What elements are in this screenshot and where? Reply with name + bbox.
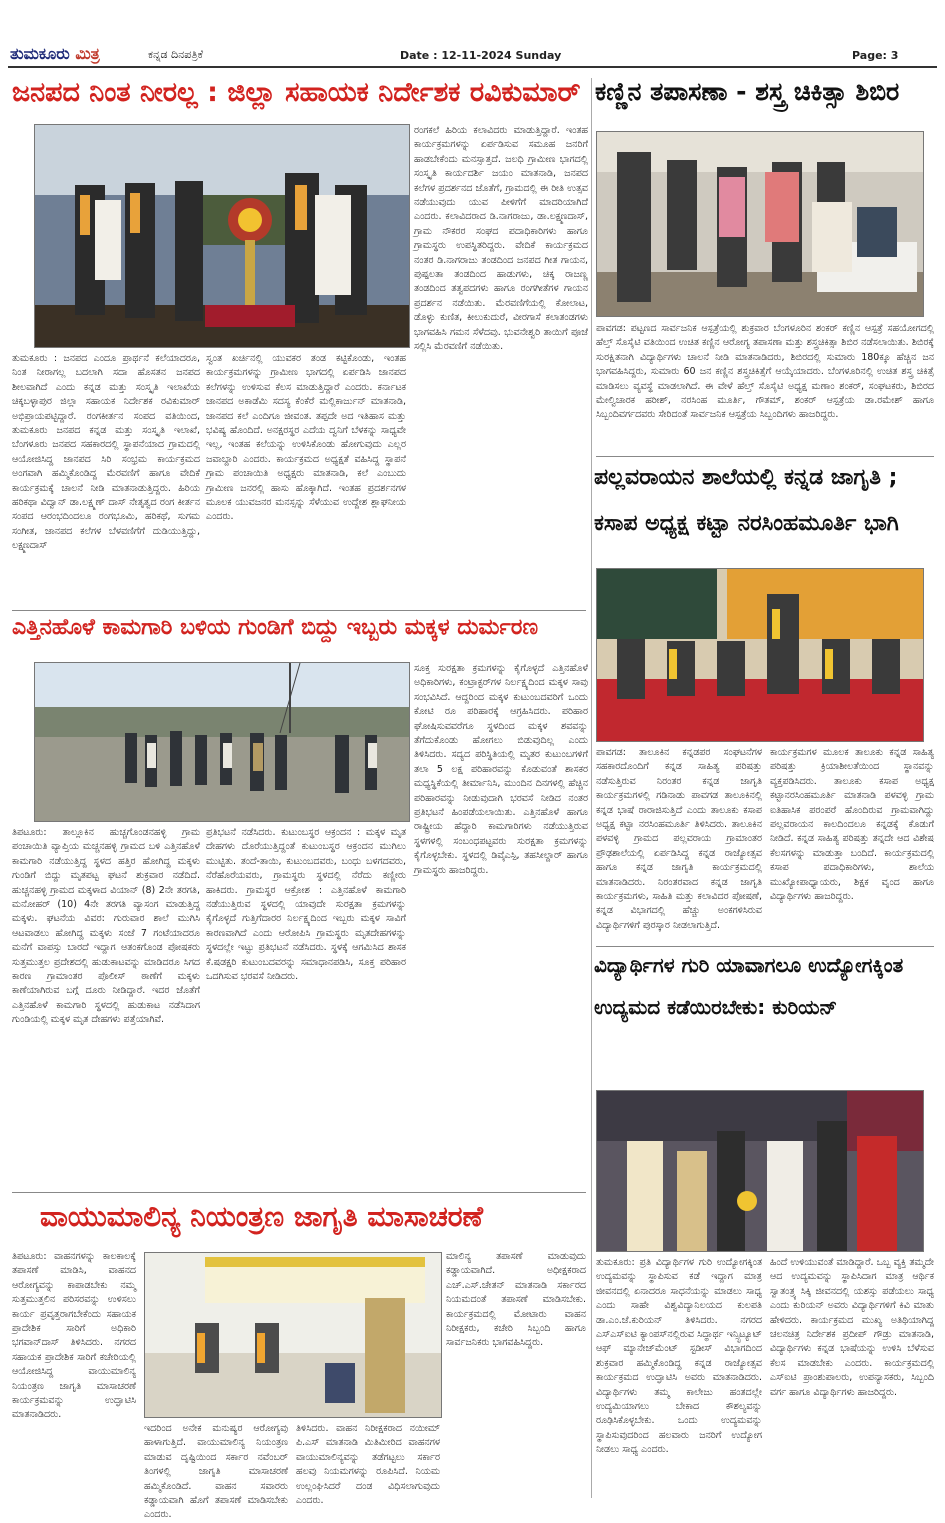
article-eye-camp-body: ಪಾವಗಡ: ಪಟ್ಟಣದ ಸಾರ್ವಜನಿಕ ಆಸ್ಪತ್ರೆಯಲ್ಲಿ ಶುಕ್ರವಾರ ಬೆಂಗಳೂರಿನ ಶಂಕರ್ ಕಣ್ಣಿನ ಆಸ್ಪತ್ರೆ ಸಹಯೋಗದಲ್ಲಿ ಹೆಲ್ತ್ ಸೊಸೈಟಿ ವತಿಯಿಂದ ಉಚಿತ ಕಣ್ಣಿನ ಆರೋಗ್ಯ ತಪಾಸಣಾ ಮತ್ತು ಶಸ್ತ್ರಚಿಕಿತ್ಸಾ ಶಿಬಿರ ನಡೆಸಲಾಯಿತು. ಶಿಬಿರಕ್ಕೆ ಸುರಕ್ಷಿತನಾಗಿ ವಿದ್ಯಾರ್ಥಿಗಳು ಚಾಲನೆ ನೀಡಿ ಮಾತನಾಡಿದರು, ಶಿಬಿರದಲ್ಲಿ ಸುಮಾರು 180ಕ್ಕೂ ಹೆಚ್ಚಿನ ಜನ ಭಾಗವಹಿಸಿದ್ದರು, ಸುಮಾರು 60 ಜನ ಕಣ್ಣಿನ ಶಸ್ತ್ರಚಿಕಿತ್ಸೆಗೆ ಆಯ್ಕೆಯಾದರು. ಬೆಂಗಳೂರಿನಲ್ಲಿ ಉಚಿತ ಶಸ್ತ್ರ ಚಿಕಿತ್ಸೆ ಮಾಡಿಸಲು ವ್ಯವಸ್ಥೆ ಮಾಡಲಾಗಿದೆ. ಈ ವೇಳೆ ಹೆಲ್ತ್ ಸೊಸೈಟಿ ಅಧ್ಯಕ್ಷ ಮಣಾಂ ಶಂಕರ್, ಸಂಘಟಕರು, ಶಿಬಿರದ ಮೇಲ್ವಿಚಾರಕ ಹರೀಶ್, ನರಸಿಂಹ ಮೂರ್ತಿ, ಗೌತಮ್, ಶಂಕರ್ ಆಸ್ಪತ್ರೆಯ ಡಾ.ರಮೇಶ್ ಹಾಗೂ ಸಿಬ್ಬಂದಿವರ್ಗದವರು ಸೇರಿದಂತೆ ಸಾರ್ವಜನಿಕ ಆಸ್ಪತ್ರೆಯ ಸಿಬ್ಬಂದಿಗಳು ಹಾಜರಿದ್ದರು. [596, 323, 934, 421]
headline-entrepreneurship-1: ವಿದ್ಯಾರ್ಥಿಗಳ ಗುರಿ ಯಾವಾಗಲೂ ಉದ್ಯೋಗಕ್ಕಿಂತ [594, 953, 904, 977]
article-air-pollution-col4: ಮಾಲಿನ್ಯ ತಪಾಸಣೆ ಮಾಡುವುದು ಕಡ್ಡಾಯವಾಗಿದೆ. ಅಧೀಕ್ಷಕರಾದ ಎಚ್.ಎಸ್.ಚೇತನ್ ಮಾತನಾಡಿ ಸರ್ಕಾರದ ನಿಯಮದಂತೆ ತಪಾಸಣೆ ಮಾಡಿಸಬೇಕು. ಕಾರ್ಯಕ್ರಮದಲ್ಲಿ ಮೋಟಾರು ವಾಹನ ನಿರೀಕ್ಷಕರು, ಕಚೇರಿ ಸಿಬ್ಬಂದಿ ಹಾಗೂ ಸಾರ್ವಜನಿಕರು ಭಾಗವಹಿಸಿದ್ದರು. [446, 1251, 586, 1349]
logo-main-text: ತುಮಕೂರು [10, 44, 70, 63]
article-kannada-awareness-col1: ಪಾವಗಡ: ತಾಲೂಕಿನ ಕನ್ನಡಪರ ಸಂಘಟನೆಗಳ ಸಹಕಾರದೊಂದಿಗೆ ಕನ್ನಡ ಸಾಹಿತ್ಯ ಪರಿಷತ್ತು ನಡೆಸುತ್ತಿರುವ ನಿರಂತರ ಕನ್ನಡ ಜಾಗೃತಿ ಕಾರ್ಯಕ್ರಮಗಳಲ್ಲಿ ಗಡಿನಾಡು ಪಾವಗಡ ತಾಲೂಕಿನಲ್ಲಿ ಕನ್ನಡ ಭಾಷೆ ರಾರಾಜಿಸುತ್ತಿದೆ ಎಂದು ತಾಲೂಕು ಕಸಾಪ ಅಧ್ಯಕ್ಷ ಕಟ್ಟಾ ನರಸಿಂಹಮೂರ್ತಿ ತಿಳಿಸಿದರು. ತಾಲೂಕಿನ ಪಳವಳ್ಳಿ ಗ್ರಾಮದ ಪಲ್ಲವರಾಯ ಗ್ರಾಮಾಂತರ ಪ್ರೌಢಶಾಲೆಯಲ್ಲಿ ಏರ್ಪಡಿಸಿದ್ದ ಕನ್ನಡ ರಾಜ್ಯೋತ್ಸವ ಹಾಗೂ ಕನ್ನಡ ಜಾಗೃತಿ ಕಾರ್ಯಕ್ರಮದಲ್ಲಿ ಮಾತನಾಡಿದರು. ನಿರಂತರವಾದ ಕನ್ನಡ ಜಾಗೃತಿ ಕಾರ್ಯಕ್ರಮಗಳು, ಸಾಹಿತಿ ಮತ್ತು ಕಲಾವಿದರ ಪೋಷಣೆ, ಕನ್ನಡ ವಿಭಾಗದಲ್ಲಿ ಹೆಚ್ಚು ಅಂಕಗಳಿಸಿರುವ ವಿದ್ಯಾರ್ಥಿಗಳಿಗೆ ಪುರಸ್ಕಾರ ನೀಡಲಾಗುತ್ತಿದೆ. [596, 747, 762, 931]
section-divider [12, 1192, 586, 1193]
section-divider [596, 946, 934, 947]
logo-accent-text: ಮಿತ್ರ [75, 44, 100, 63]
article-air-pollution-col2: ಇದರಿಂದ ಅನೇಕ ಮನುಷ್ಯರ ಆರೋಗ್ಯವು ಹಾಳಾಗುತ್ತಿದೆ. ವಾಯುಮಾಲಿನ್ಯ ನಿಯಂತ್ರಣ ಮಾಡುವ ದೃಷ್ಟಿಯಿಂದ ಸರ್ಕಾರ ನವೆಂಬರ್ ತಿಂಗಳಲ್ಲಿ ಜಾಗೃತಿ ಮಾಸಾಚರಣೆ ಹಮ್ಮಿಕೊಂಡಿದೆ. ವಾಹನ ಸವಾರರು ಕಡ್ಡಾಯವಾಗಿ ಹೊಗೆ ತಪಾಸಣೆ ಮಾಡಿಸಬೇಕು ಎಂದರು. [144, 1423, 288, 1521]
headline-entrepreneurship-2: ಉದ್ಯಮದ ಕಡೆಯಿರಬೇಕು: ಕುರಿಯನ್ [594, 995, 838, 1019]
section-divider [12, 610, 586, 611]
headline-eye-camp: ಕಣ್ಣಿನ ತಪಾಸಣಾ - ಶಸ್ತ್ರ ಚಿಕಿತ್ಸಾ ಶಿಬಿರ [595, 77, 900, 106]
column-separator [591, 78, 592, 1498]
article-air-pollution-col1: ತಿಪಟೂರು: ವಾಹನಗಳನ್ನು ಕಾಲಕಾಲಕ್ಕೆ ತಪಾಸಣೆ ಮಾಡಿಸಿ, ವಾಹನದ ಆರೋಗ್ಯವನ್ನು ಕಾಪಾಡಬೇಕು ನಮ್ಮ ಸುತ್ತಮುತ್ತಲಿನ ಪರಿಸರವನ್ನು ಉಳಿಸಲು ಕಾರ್ಯ ಪ್ರವೃತ್ತರಾಗಬೇಕೆಂದು ಸಹಾಯಕ ಪ್ರಾದೇಶಿಕ ಸಾರಿಗೆ ಅಧಿಕಾರಿ ಭಗವಾನ್‌ದಾಸ್ ತಿಳಿಸಿದರು. ನಗರದ ಸಹಾಯಕ ಪ್ರಾದೇಶಿಕ ಸಾರಿಗೆ ಕಚೇರಿಯಲ್ಲಿ ಆಯೋಜಿಸಿದ್ದ ವಾಯುಮಾಲಿನ್ಯ ನಿಯಂತ್ರಣ ಜಾಗೃತಿ ಮಾಸಾಚರಣೆ ಕಾರ್ಯಕ್ರಮವನ್ನು ಉದ್ಘಾಟಿಸಿ ಮಾತನಾಡಿದರು. [12, 1251, 136, 1421]
article-janapada-col1: ತುಮಕೂರು : ಜನಪದ ಎಂದೂ ಪ್ರಾರ್ಥನೆ ಕಲೆಯಾದರೂ, ನಿಂತ ನೀರಾಗಲ್ಲ ಬದಲಾಗಿ ಸದಾ ಹೊಸತನ ಜನಪದ ಶೀಲವಾಗಿದೆ ಎಂದು ಕನ್ನಡ ಮತ್ತು ಸಂಸ್ಕೃತಿ ಇಲಾಖೆಯ ಚಿಕ್ಕಬಳ್ಳಾಪುರ ಜಿಲ್ಲಾ ಸಹಾಯಕ ನಿರ್ದೇಶಕ ರವಿಕುಮಾರ್ ಅಭಿಪ್ರಾಯಪಟ್ಟಿದ್ದಾರೆ. ರಂಗಕೀರ್ತನ ಸಂಪದ ವತಿಯಿಂದ, ತುಮಕೂರು ಜನಪದ ಕನ್ನಡ ಮತ್ತು ಸಂಸ್ಕೃತಿ ಇಲಾಖೆ, ಬೆಂಗಳೂರು ಜನಪದ ಸಹಕಾರದಲ್ಲಿ ಸ್ಥಾಪನೆಯಾದ ಗ್ರಾಮದಲ್ಲಿ ಆಯೋಜಿಸಿದ್ದ ಜಾನಪದ ಸಿರಿ ಸಂಭ್ರಮ ಕಾರ್ಯಕ್ರಮದ ಅಂಗವಾಗಿ ಹಮ್ಮಿಕೊಂಡಿದ್ದ ಮೆರವಣಿಗೆ ಹಾಗೂ ವೇದಿಕೆ ಕಾರ್ಯಕ್ರಮಕ್ಕೆ ಚಾಲನೆ ನೀಡಿ ಮಾತನಾಡುತ್ತಿದ್ದರು. ಹಿರಿಯ ಹರಿಕಥಾ ವಿದ್ವಾನ್ ಡಾ.ಲಕ್ಷ್ಮಣ್ ದಾಸ್ ನೇತೃತ್ವದ ರಂಗ ಕೀರ್ತನ ಸಂಪದ ಆರಂಭದಿಂದಲೂ ರಂಗಭೂಮಿ, ಹರಿಕಥೆ, ಸುಗಮ ಸಂಗೀತ, ಜಾನಪದ ಕಲೆಗಳ ಬೆಳವಣಿಗೆಗೆ ದುಡಿಯುತ್ತಿದ್ದು, ಲಕ್ಷ್ಮಣದಾಸ್ [12, 353, 200, 552]
headline-kannada-awareness-1: ಪಲ್ಲವರಾಯನ ಶಾಲೆಯಲ್ಲಿ ಕನ್ನಡ ಜಾಗೃತಿ ; [594, 465, 898, 490]
article-entrepreneurship-col1: ತುಮಕೂರು: ಪ್ರತಿ ವಿದ್ಯಾರ್ಥಿಗಳ ಗುರಿ ಉದ್ಯೋಗಕ್ಕಿಂತ ಉದ್ಯಮವನ್ನು ಸ್ಥಾಪಿಸುವ ಕಡೆ ಇದ್ದಾಗ ಮಾತ್ರ ಜೀವನದಲ್ಲಿ ಏನಾದರೂ ಸಾಧನೆಯನ್ನು ಮಾಡಲು ಸಾಧ್ಯ ಎಂದು ಸಾಹೇ ವಿಶ್ವವಿದ್ಯಾನಿಲಯದ ಕುಲಪತಿ ಡಾ.ಎಂ.ಜೆ.ಕುರಿಯನ್ ತಿಳಿಸಿದರು. ನಗರದ ಎಸ್‌ಎಸ್‌ಐಟಿ ಕ್ಯಾಂಪಸ್‌ನಲ್ಲಿರುವ ಸಿದ್ಧಾರ್ಥ ಇನ್ಸ್ಟಿಟ್ಯೂಟ್ ಆಫ್ ಮ್ಯಾನೇಜ್‌ಮೆಂಟ್ ಸ್ಟಡೀಸ್ ವಿಭಾಗದಿಂದ ಶುಕ್ರವಾರ ಹಮ್ಮಿಕೊಂಡಿದ್ದ ಕನ್ನಡ ರಾಜ್ಯೋತ್ಸವ ಕಾರ್ಯಕ್ರಮದ ಉದ್ಘಾಟಿಸಿ ಅವರು ಮಾತನಾಡಿದರು. ವಿದ್ಯಾರ್ಥಿಗಳು ತಮ್ಮ ಕಾಲೇಜು ಹಂತದಲ್ಲೇ ಉದ್ಯಮಿಯಾಗಲು ಬೇಕಾದ ಕೌಶಲ್ಯವನ್ನು ರೂಢಿಸಿಕೊಳ್ಳಬೇಕು. ಒಂದು ಉದ್ಯಮವನ್ನು ಸ್ಥಾಪಿಸುವುದರಿಂದ ಹಲವಾರು ಜನರಿಗೆ ಉದ್ಯೋಗ ನೀಡಲು ಸಾಧ್ಯ ಎಂದರು. [596, 1257, 762, 1456]
article-air-pollution-col3: ತಿಳಿಸಿದರು. ವಾಹನ ನಿರೀಕ್ಷಕರಾದ ನಯೀಮ್ ಪಿ.ಎಸ್ ಮಾತನಾಡಿ ಮಿತಿಮೀರಿದ ವಾಹನಗಳ ವಾಯುಮಾಲಿನ್ಯವನ್ನು ತಡೆಗಟ್ಟಲು ಸರ್ಕಾರ ಹಲವು ನಿಯಮಗಳನ್ನು ರೂಪಿಸಿದೆ. ನಿಯಮ ಉಲ್ಲಂಘಿಸಿದರೆ ದಂಡ ವಿಧಿಸಲಾಗುವುದು ಎಂದರು. [296, 1423, 440, 1507]
article-ettinahole-col3: ಸೂಕ್ತ ಸುರಕ್ಷತಾ ಕ್ರಮಗಳನ್ನು ಕೈಗೊಳ್ಳದೆ ಎತ್ತಿನಹೊಳೆ ಅಧಿಕಾರಿಗಳು, ಕಂಟ್ರಾಕ್ಟರ್‌ಗಳ ನಿರ್ಲಕ್ಷ್ಯದಿಂದ ಮಕ್ಕಳ ಸಾವು ಸಂಭವಿಸಿದೆ. ಆದ್ದರಿಂದ ಮಕ್ಕಳ ಕುಟುಂಬದವರಿಗೆ ಒಂದು ಕೋಟಿ ರೂ ಪರಿಹಾರಕ್ಕೆ ಆಗ್ರಹಿಸಿದರು. ಪರಿಹಾರ ಘೋಷಿಸುವವರೆಗೂ ಸ್ಥಳದಿಂದ ಮಕ್ಕಳ ಶವವನ್ನು ತೆಗೆದುಕೊಂಡು ಹೋಗಲು ಬಿಡುವುದಿಲ್ಲ ಎಂದು ತಿಳಿಸಿದರು. ಸದ್ಯದ ಪರಿಸ್ಥಿತಿಯಲ್ಲಿ ಮೃತರ ಕುಟುಂಬಗಳಿಗೆ ತಲಾ 5 ಲಕ್ಷ ಪರಿಹಾರವನ್ನು ಕೊಡುವಂತೆ ಶಾಸಕರ ಮಧ್ಯಸ್ಥಿಕೆಯಲ್ಲಿ ತೀರ್ಮಾನಿಸಿ, ಮುಂದಿನ ದಿನಗಳಲ್ಲಿ ಹೆಚ್ಚಿನ ಪರಿಹಾರವನ್ನು ನೀಡುವುದಾಗಿ ಭರವಸೆ ನೀಡಿದ ನಂತರ ಪ್ರತಿಭಟನೆ ಹಿಂಪಡೆಯಲಾಯಿತು. ಎತ್ತಿನಹೊಳೆ ಹಾಗೂ ರಾಷ್ಟ್ರೀಯ ಹೆದ್ದಾರಿ ಕಾಮಗಾರಿಗಳು ನಡೆಯುತ್ತಿರುವ ಸ್ಥಳಗಳಲ್ಲಿ ಸಂಬಂಧಪಟ್ಟವರು ಸುರಕ್ಷತಾ ಕ್ರಮಗಳನ್ನು ಕೈಗೊಳ್ಳಬೇಕು. ಸ್ಥಳದಲ್ಲಿ ಡಿವೈಎಸ್ಪಿ, ತಹಸೀಲ್ದಾರ್ ಹಾಗೂ ಗ್ರಾಮಸ್ಥರು ಹಾಜರಿದ್ದರು. [414, 663, 588, 876]
article-entrepreneurship-col2: ಹಿಂದೆ ಉಳಿಯುವಂತೆ ಮಾಡಿದ್ದಾರೆ. ಒಬ್ಬ ವ್ಯಕ್ತಿ ತಮ್ಮದೇ ಆದ ಉದ್ಯಮವನ್ನು ಸ್ಥಾಪಿಸಿದಾಗ ಮಾತ್ರ ಆರ್ಥಿಕ ಸ್ವಾತಂತ್ರ್ಯ ಸಿಕ್ಕಿ ಜೀವನದಲ್ಲಿ ಯಶಸ್ಸು ಪಡೆಯಲು ಸಾಧ್ಯ ಎಂದು ಕುರಿಯನ್ ಅವರು ವಿದ್ಯಾರ್ಥಿಗಳಿಗೆ ಕಿವಿ ಮಾತು ಹೇಳಿದರು. ಕಾರ್ಯಕ್ರಮದ ಮುಖ್ಯ ಅತಿಥಿಯಾಗಿದ್ದ ಚಲನಚಿತ್ರ ನಿರ್ದೇಶಕ ಪ್ರದೀಪ್ ಗೌಡ್ರು ಮಾತನಾಡಿ, ವಿದ್ಯಾರ್ಥಿಗಳು ಕನ್ನಡ ಭಾಷೆಯನ್ನು ಉಳಿಸಿ ಬೆಳೆಸುವ ಕೆಲಸ ಮಾಡಬೇಕು ಎಂದರು. ಕಾರ್ಯಕ್ರಮದಲ್ಲಿ ಎಸ್‌ಐಟಿ ಪ್ರಾಂಶುಪಾಲರು, ಉಪನ್ಯಾಸಕರು, ಸಿಬ್ಬಂದಿ ವರ್ಗ ಹಾಗೂ ವಿದ್ಯಾರ್ಥಿಗಳು ಹಾಜರಿದ್ದರು. [770, 1257, 934, 1398]
article-ettinahole-col1: ತಿಪಟೂರು: ತಾಲ್ಲೂಕಿನ ಹುಚ್ಚಗೊಂಡನಹಳ್ಳಿ ಗ್ರಾಮ ಪಂಚಾಯಿತಿ ವ್ಯಾಪ್ತಿಯ ಮಚ್ಚನಹಳ್ಳಿ ಗ್ರಾಮದ ಬಳಿ ಎತ್ತಿನಹೊಳೆ ಕಾಮಗಾರಿ ನಡೆಯುತ್ತಿದ್ದ ಸ್ಥಳದ ಹತ್ತಿರ ಹೋಗಿದ್ದ ಮಕ್ಕಳು ಗುಂಡಿಗೆ ಬಿದ್ದು ಮೃತಪಟ್ಟ ಘಟನೆ ಶುಕ್ರವಾರ ನಡೆದಿದೆ. ಹುಚ್ಚನಹಳ್ಳಿ ಗ್ರಾಮದ ಮಕ್ಕಳಾದ ವಿಯಾನ್ (8) 2ನೇ ತರಗತಿ, ಮನೋಹರ್ (10) 4ನೇ ತರಗತಿ ವ್ಯಾಸಂಗ ಮಾಡುತ್ತಿದ್ದ ಮಕ್ಕಳು. ಘಟನೆಯ ವಿವರ: ಗುರುವಾರ ಶಾಲೆ ಮುಗಿಸಿ ಆಟವಾಡಲು ಹೋಗಿದ್ದ ಮಕ್ಕಳು ಸಂಜೆ 7 ಗಂಟೆಯಾದರೂ ಮನೆಗೆ ವಾಪಸ್ಸು ಬಾರದೆ ಇದ್ದಾಗ ಆತಂಕಗೊಂಡ ಪೋಷಕರು ಸುತ್ತಮುತ್ತಲ ಪ್ರದೇಶದಲ್ಲಿ ಹುಡುಕಾಟವನ್ನು ಮಾಡಿದರೂ ಸಿಗದ ಕಾರಣ ಗ್ರಾಮಾಂತರ ಪೊಲೀಸ್ ಠಾಣೆಗೆ ಮಕ್ಕಳು ಕಾಣೆಯಾಗಿರುವ ಬಗ್ಗೆ ದೂರು ನೀಡಿದ್ದಾರೆ. ಇದರ ಜೊತೆಗೆ ಎತ್ತಿನಹೊಳೆ ಕಾಮಗಾರಿ ಸ್ಥಳದಲ್ಲಿ ಹುಡುಕಾಟ ನಡೆಸಿದಾಗ ಗುಂಡಿಯಲ್ಲಿ ಮಕ್ಕಳ ಮೃತ ದೇಹಗಳು ಪತ್ತೆಯಾಗಿವೆ. [12, 827, 200, 1026]
photo-air-pollution-event [144, 1252, 442, 1418]
photo-janapada-lamp-lighting [34, 124, 410, 348]
logo-tagline: ಕನ್ನಡ ದಿನಪತ್ರಿಕೆ [148, 48, 204, 61]
photo-eye-camp [596, 131, 924, 317]
article-janapada-col3: ರಂಗಕಲೆ ಹಿರಿಯ ಕಲಾವಿದರು ಮಾಡುತ್ತಿದ್ದಾರೆ. ಇಂತಹ ಕಾರ್ಯಕ್ರಮಗಳನ್ನು ಏರ್ಪಡಿಸುವ ಸಮೂಹ ಜನರಿಗೆ ಹಾಡಬೇಕೆಂದು ಮನಸ್ಸಾತ್ತದೆ. ಜಲಧಿ ಗ್ರಾಮೀಣ ಭಾಗದಲ್ಲಿ ಸಂಸ್ಕೃತಿ ಕಾರ್ಯದರ್ಶಿ ಜಯಂ ಮಾತನಾಡಿ, ಜನಪದ ಕಲೆಗಳ ಪ್ರದರ್ಶನದ ಜೊತೆಗೆ, ಗ್ರಾಮದಲ್ಲಿ ಈ ರೀತಿ ಉತ್ಸವ ನಡೆಯುವುದು ಯುವ ಪೀಳಿಗೆಗೆ ಮಾದರಿಯಾಗಿದೆ ಎಂದರು. ಕಲಾವಿದರಾದ ಡಿ.ನಾಗರಾಜು, ಡಾ.ಲಕ್ಷ್ಮಣದಾಸ್, ಗ್ರಾಮ ನೌಕರರ ಸಂಘದ ಪದಾಧಿಕಾರಿಗಳು ಹಾಗೂ ಗ್ರಾಮಸ್ಥರು ಉಪಸ್ಥಿತರಿದ್ದರು. ವೇದಿಕೆ ಕಾರ್ಯಕ್ರಮದ ನಂತರ ಡಿ.ನಾಗರಾಜು ತಂಡದಿಂದ ಜನಪದ ಗೀತ ಗಾಯನ, ಪುಷ್ಪಲತಾ ತಂಡದಿಂದ ಹಾಡುಗಳು, ಚಿಕ್ಕ ರಾಜಣ್ಣ ತಂಡದಿಂದ ತತ್ವಪದಗಳು ಹಾಗೂ ರಂಗಗೀತೆಗಳ ಗಾಯನ ಪ್ರದರ್ಶನ ನಡೆಯಿತು. ಮೆರವಣಿಗೆಯಲ್ಲಿ ಕೋಲಾಟ, ಡೊಳ್ಳು ಕುಣಿತ, ಕೀಲುಕುದುರೆ, ವೀರಗಾಸೆ ಕಲಾತಂಡಗಳು ಭಾಗವಹಿಸಿ ಗಮನ ಸೆಳೆದವು. ಭುವನೇಶ್ವರಿ ತಾಯಿಗೆ ಪೂಜೆ ಸಲ್ಲಿಸಿ ಮೆರವಣಿಗೆ ನಡೆಯಿತು. [414, 125, 588, 353]
headline-air-pollution: ವಾಯುಮಾಲಿನ್ಯ ನಿಯಂತ್ರಣ ಜಾಗೃತಿ ಮಾಸಾಚರಣೆ [40, 1200, 483, 1233]
article-ettinahole-col2: ಪ್ರತಿಭಟನೆ ನಡೆಸಿದರು. ಕುಟುಂಬಸ್ಥರ ಆಕ್ರಂದನ : ಮಕ್ಕಳ ಮೃತ ದೇಹಗಳು ದೊರೆಯುತ್ತಿದ್ದಂತೆ ಕುಟುಂಬಸ್ಥರ ಆಕ್ರಂದನ ಮುಗಿಲು ಮುಟ್ಟಿತು. ತಂದೆ-ತಾಯಿ, ಕುಟುಂಬದವರು, ಬಂಧು ಬಳಗದವರು, ನೆರೆಹೊರೆಯವರು, ಗ್ರಾಮಸ್ಥರು ಸ್ಥಳದಲ್ಲಿ ನೆರೆದು ಕಣ್ಣೀರು ಹಾಕಿದರು. ಗ್ರಾಮಸ್ಥರ ಆಕ್ರೋಶ : ಎತ್ತಿನಹೊಳೆ ಕಾಮಗಾರಿ ನಡೆಯುತ್ತಿರುವ ಸ್ಥಳದಲ್ಲಿ ಯಾವುದೇ ಸುರಕ್ಷತಾ ಕ್ರಮಗಳನ್ನು ಕೈಗೊಳ್ಳದೆ ಗುತ್ತಿಗೆದಾರರ ನಿರ್ಲಕ್ಷ್ಯದಿಂದ ಇಬ್ಬರು ಮಕ್ಕಳ ಸಾವಿಗೆ ಕಾರಣವಾಗಿದೆ ಎಂದು ಆರೋಪಿಸಿ ಗ್ರಾಮಸ್ಥರು ಮೃತದೇಹಗಳನ್ನು ಸ್ಥಳದಲ್ಲೇ ಇಟ್ಟು ಪ್ರತಿಭಟನೆ ನಡೆಸಿದರು. ಸ್ಥಳಕ್ಕೆ ಆಗಮಿಸಿದ ಶಾಸಕ ಕೆ.ಷಡಕ್ಷರಿ ಕುಟುಂಬದವರನ್ನು ಸಮಾಧಾನಪಡಿಸಿ, ಸೂಕ್ತ ಪರಿಹಾರ ಒದಗಿಸುವ ಭರವಸೆ ನೀಡಿದರು. [206, 827, 406, 983]
photo-ettinahole-site [34, 662, 410, 822]
page-number: Page: 3 [852, 49, 899, 62]
photo-kannada-awareness [596, 568, 924, 742]
headline-ettinahole-tragedy: ಎತ್ತಿನಹೊಳೆ ಕಾಮಗಾರಿ ಬಳಿಯ ಗುಂಡಿಗೆ ಬಿದ್ದು ಇಬ್ಬರು ಮಕ್ಕಳ ದುರ್ಮರಣ [12, 615, 539, 640]
headline-kannada-awareness-2: ಕಸಾಪ ಅಧ್ಯಕ್ಷ ಕಟ್ಟಾ ನರಸಿಂಹಮೂರ್ತಿ ಭಾಗಿ [594, 511, 899, 536]
article-kannada-awareness-col2: ಕಾರ್ಯಕ್ರಮಗಳ ಮೂಲಕ ತಾಲೂಕು ಕನ್ನಡ ಸಾಹಿತ್ಯ ಪರಿಷತ್ತು ಕ್ರಿಯಾಶೀಲತೆಯಿಂದ ಸ್ಥಾನವನ್ನು ವ್ಯಕ್ತಪಡಿಸಿದರು. ತಾಲೂಕು ಕಸಾಪ ಅಧ್ಯಕ್ಷ ಕಟ್ಟಾನರಸಿಂಹಮೂರ್ತಿ ಮಾತನಾಡಿ ಪಳವಳ್ಳಿ ಗ್ರಾಮ ಐತಿಹಾಸಿಕ ಪರಂಪರೆ ಹೊಂದಿರುವ ಗ್ರಾಮವಾಗಿದ್ದು ಪಲ್ಲವರಾಯನ ಕಾಲದಿಂದಲೂ ಕನ್ನಡಕ್ಕೆ ಕೊಡುಗೆ ನೀಡಿದೆ. ಕನ್ನಡ ಸಾಹಿತ್ಯ ಪರಿಷತ್ತು ತನ್ನದೇ ಆದ ವಿಶೇಷ ಕೆಲಸಗಳನ್ನು ಮಾಡುತ್ತಾ ಬಂದಿದೆ. ಕಾರ್ಯಕ್ರಮದಲ್ಲಿ ಕಸಾಪ ಪದಾಧಿಕಾರಿಗಳು, ಶಾಲೆಯ ಮುಖ್ಯೋಪಾಧ್ಯಾಯರು, ಶಿಕ್ಷಕ ವೃಂದ ಹಾಗೂ ವಿದ್ಯಾರ್ಥಿಗಳು ಹಾಜರಿದ್ದರು. [770, 747, 934, 903]
newspaper-logo [10, 44, 100, 64]
date-line: Date : 12-11-2024 Sunday [400, 49, 562, 62]
section-divider [596, 456, 934, 457]
photo-entrepreneurship-event [596, 1090, 924, 1252]
headline-janapada: ಜನಪದ ನಿಂತ ನೀರಲ್ಲ : ಜಿಲ್ಲಾ ಸಹಾಯಕ ನಿರ್ದೇಶಕ ರವಿಕುಮಾರ್ [12, 77, 581, 108]
article-janapada-col2: ಸ್ವಂತ ಖರ್ಚಿನಲ್ಲಿ ಯುವಕರ ತಂಡ ಕಟ್ಟಿಕೊಂಡು, ಇಂತಹ ಕಾರ್ಯಕ್ರಮಗಳನ್ನು ಗ್ರಾಮೀಣ ಭಾಗದಲ್ಲಿ ಏರ್ಪಡಿಸಿ ಜಾನಪದ ಕಲೆಗಳನ್ನು ಉಳಿಸುವ ಕೆಲಸ ಮಾಡುತ್ತಿದ್ದಾರೆ ಎಂದರು. ಕರ್ನಾಟಕ ಜಾನಪದ ಅಕಾಡೆಮಿ ಸದಸ್ಯ ಕೆಂಕೆರೆ ಮಲ್ಲಿಕಾರ್ಜುನ್ ಮಾತನಾಡಿ, ಜಾನಪದ ಕಲೆ ಎಂದಿಗೂ ಜೀವಂತ. ತಪ್ಪದೇ ಅದ ಇತಿಹಾಸ ಮತ್ತು ಭವಿಷ್ಯ ಹೊಂದಿದೆ. ಅನಕ್ಷರಸ್ಥರ ಎದೆಯ ದ್ವನಿಗೆ ಬೆಳಕನ್ನು ಸಾಧ್ಯವೇ ಇಲ್ಲ, ಇಂತಹ ಕಲೆಯನ್ನು ಉಳಿಸಿಕೊಂಡು ಹೋಗುವುದು ಎಲ್ಲರ ಜವಾಬ್ದಾರಿ ಎಂದರು. ಕಾರ್ಯಕ್ರಮದ ಅಧ್ಯಕ್ಷತೆ ವಹಿಸಿದ್ದ ಸ್ಥಾಪನೆ ಗ್ರಾಮ ಪಂಚಾಯಿತಿ ಅಧ್ಯಕ್ಷರು ಮಾತನಾಡಿ, ಕಲೆ ಎಂಬುದು ಗ್ರಾಮೀಣ ಜನರಲ್ಲಿ ಹಾಸು ಹೊಕ್ಕಾಗಿದೆ. ಇಂತಹ ಪ್ರದರ್ಶನಗಳ ಮೂಲಕ ಯುವಜನರ ಮನಸ್ಸನ್ನು ಸೆಳೆಯುವ ಉದ್ದೇಶ ಶ್ಲಾಘನೀಯ ಎಂದರು. [206, 353, 406, 523]
masthead-rule [8, 66, 937, 68]
